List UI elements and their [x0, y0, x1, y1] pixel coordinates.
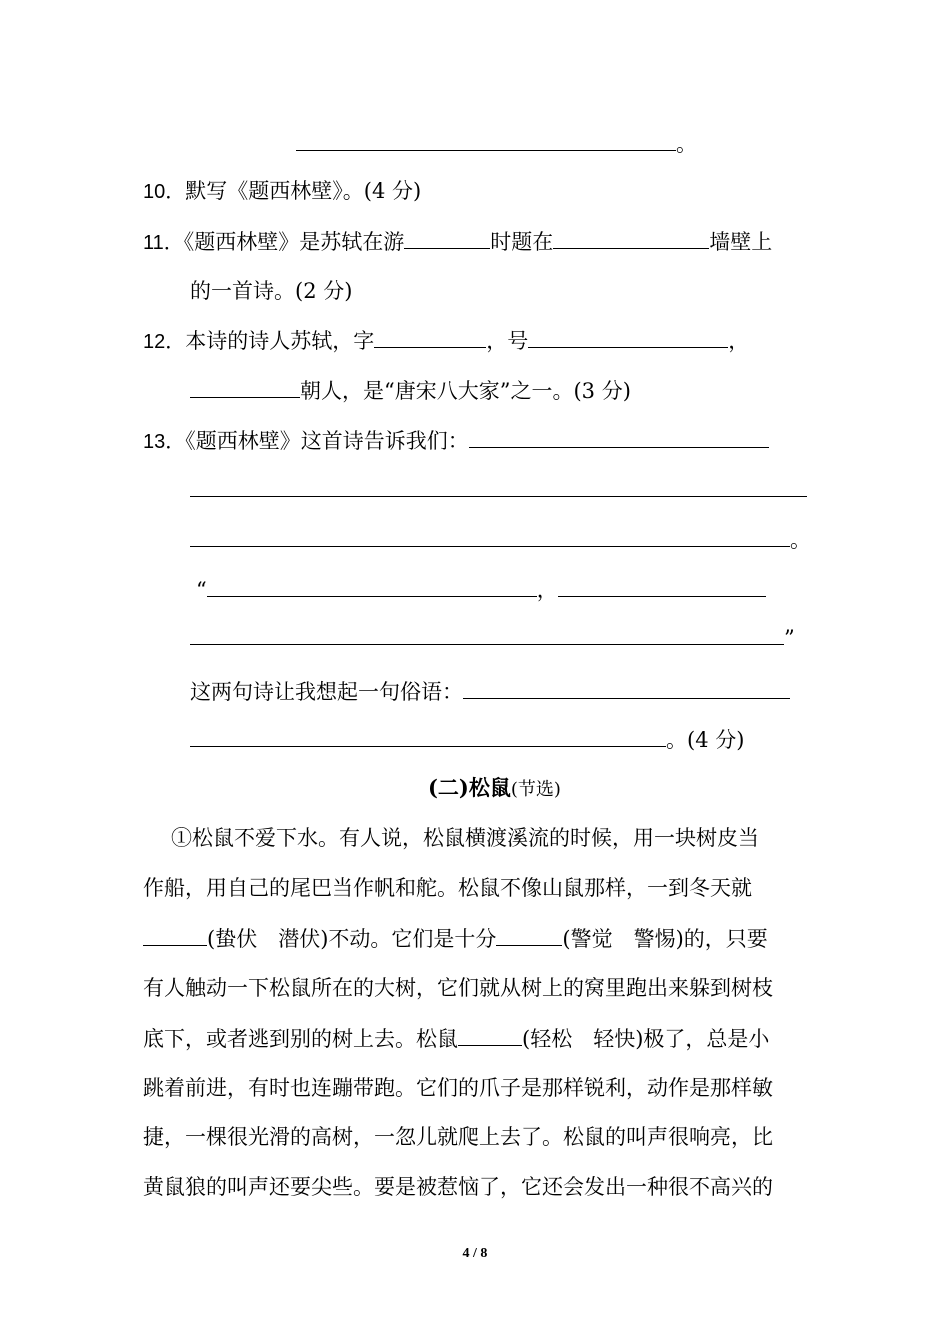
question-text: 《题西林壁》这首诗告诉我们：	[185, 429, 469, 453]
answer-blank[interactable]	[404, 226, 490, 249]
period: 。	[676, 132, 697, 156]
passage-text: 有人触动一下松鼠所在的大树，它们就从树上的窝里跑出来躲到树枝	[143, 976, 773, 1000]
question-number: 10．	[143, 181, 186, 203]
passage-line	[143, 823, 759, 853]
question-text: 朝人，是“唐宋八大家”之一。(3 分)	[300, 379, 631, 403]
answer-blank[interactable]	[469, 425, 769, 448]
passage-text: (轻松 轻快)极了，总是小	[522, 1027, 770, 1051]
passage-text: 底下，或者逃到别的树上去。松鼠	[143, 1027, 458, 1051]
open-quote: “	[196, 578, 207, 602]
section-heading: (二)松鼠	[428, 775, 511, 800]
answer-blank[interactable]	[296, 128, 676, 151]
answer-blank[interactable]	[528, 325, 728, 348]
answer-blank[interactable]	[463, 676, 790, 699]
passage-text: (蛰伏 潜伏)不动。它们是十分	[207, 927, 497, 951]
question-text: ，	[728, 329, 750, 353]
question-text: 时题在	[490, 230, 554, 254]
question-13-line3	[190, 524, 811, 554]
question-number: 12．	[143, 331, 186, 353]
comma: ，	[536, 578, 558, 602]
question-11-line2	[190, 276, 352, 306]
answer-blank[interactable]	[190, 524, 790, 547]
passage-line	[143, 873, 752, 903]
question-text: 的一首诗。(2 分)	[190, 279, 353, 303]
answer-blank[interactable]	[496, 923, 562, 946]
close-quote: ”	[784, 626, 795, 650]
question-13-proverb-line2	[190, 724, 744, 754]
question-13-line2	[190, 474, 807, 504]
page-number: 4 / 8	[462, 1246, 488, 1261]
question-13-proverb-line	[190, 676, 790, 706]
question-13-line1	[143, 425, 769, 455]
question-text: 这两句诗让我想起一句俗语：	[190, 680, 463, 704]
answer-blank[interactable]	[374, 325, 486, 348]
passage-line	[143, 973, 773, 1003]
answer-blank[interactable]	[458, 1023, 522, 1046]
question-11-line1	[143, 226, 772, 256]
question-10	[143, 176, 421, 206]
passage-line	[143, 1172, 773, 1202]
question-number: 13．	[143, 431, 186, 453]
passage-text: 作船，用自己的尾巴当作帆和舵。松鼠不像山鼠那样，一到冬天就	[143, 876, 752, 900]
passage-line	[143, 1073, 773, 1103]
answer-blank[interactable]	[558, 574, 766, 597]
period: 。	[790, 528, 811, 552]
passage-text: 跳着前进，有时也连蹦带跑。它们的爪子是那样锐利，动作是那样敏	[143, 1076, 773, 1100]
question-text: 墙壁上	[709, 230, 773, 254]
question-13-quote-line2	[190, 622, 795, 652]
passage-line	[143, 1122, 773, 1152]
passage-text: 黄鼠狼的叫声还要尖些。要是被惹恼了，它还会发出一种很不高兴的	[143, 1175, 773, 1199]
section-title	[428, 773, 561, 803]
question-13-quote-line1	[196, 574, 766, 604]
question-text: 默写《题西林壁》。(4 分)	[185, 179, 422, 203]
answer-blank[interactable]	[553, 226, 709, 249]
score-text: 。(4 分)	[666, 728, 745, 752]
answer-blank[interactable]	[190, 724, 666, 747]
passage-line	[143, 923, 768, 953]
passage-text: (警觉 警惕)的，只要	[562, 927, 768, 951]
question-12-line1	[143, 325, 749, 355]
answer-blank[interactable]	[190, 622, 784, 645]
answer-blank[interactable]	[190, 375, 300, 398]
question-text: ，号	[486, 329, 529, 353]
passage-line	[143, 1023, 769, 1053]
section-note: (节选)	[510, 779, 561, 800]
answer-blank[interactable]	[143, 923, 207, 946]
question-12-line2	[190, 375, 631, 405]
question-text: 本诗的诗人苏轼，字	[185, 329, 375, 353]
question-number: 11．	[143, 232, 184, 254]
question-text: 《题西林壁》是苏轼在游	[183, 230, 405, 254]
answer-blank[interactable]	[207, 574, 537, 597]
answer-blank[interactable]	[190, 474, 807, 497]
passage-text: 捷，一棵很光滑的高树，一忽儿就爬上去了。松鼠的叫声很响亮，比	[143, 1125, 773, 1149]
passage-text: ①松鼠不爱下水。有人说，松鼠横渡溪流的时候，用一块树皮当	[171, 826, 759, 850]
q9-answer-line	[296, 128, 697, 158]
